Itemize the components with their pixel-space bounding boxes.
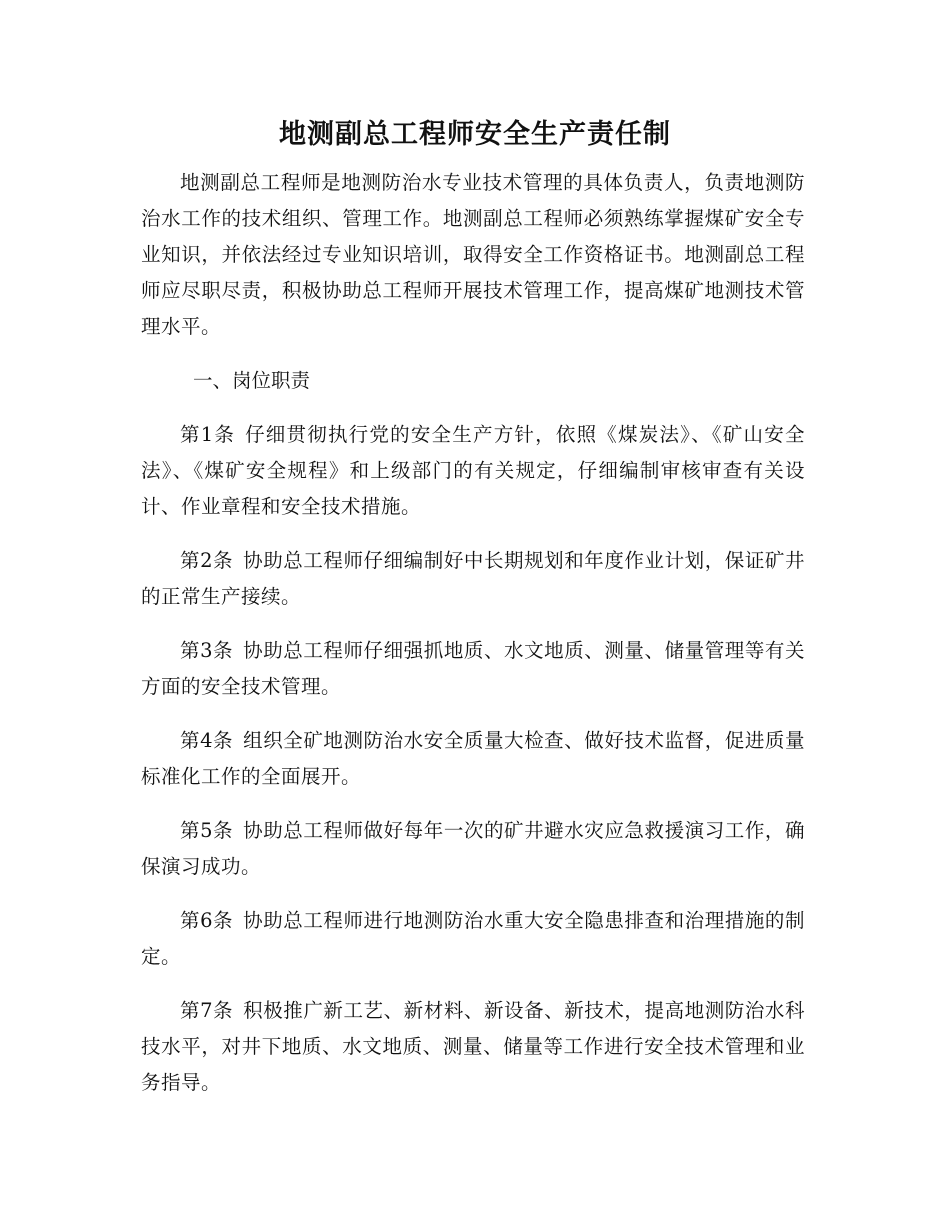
article-number: 第2条 bbox=[180, 549, 234, 572]
article-text: 协助总工程师做好每年一次的矿井避水灾应急救援演习工作，确保演习成功。 bbox=[141, 819, 805, 878]
article-number: 第6条 bbox=[180, 909, 234, 932]
article-text: 组织全矿地测防治水安全质量大检查、做好技术监督，促进质量标准化工作的全面展开。 bbox=[141, 729, 805, 788]
article-text: 积极推广新工艺、新材料、新设备、新技术，提高地测防治水科技水平，对井下地质、水文地质、测量、储量等工作进行安全技术管理和业务指导。 bbox=[141, 999, 805, 1094]
article-2 bbox=[141, 543, 805, 615]
article-text: 协助总工程师仔细强抓地质、水文地质、测量、储量管理等有关方面的安全技术管理。 bbox=[141, 639, 805, 698]
article-5 bbox=[141, 813, 805, 885]
article-text: 仔细贯彻执行党的安全生产方针，依照《煤炭法》、《矿山安全法》、《煤矿安全规程》和上级部门的有关规定，仔细编制审核审查有关设计、作业章程和安全技术措施。 bbox=[141, 423, 805, 518]
article-number: 第1条 bbox=[180, 423, 236, 446]
article-number: 第7条 bbox=[180, 999, 234, 1022]
document-body bbox=[141, 165, 805, 1119]
article-number: 第5条 bbox=[180, 819, 234, 842]
article-number: 第4条 bbox=[180, 729, 234, 752]
article-3 bbox=[141, 633, 805, 705]
section-heading: 一、岗位职责 bbox=[193, 369, 311, 392]
intro-paragraph: 地测副总工程师是地测防治水专业技术管理的具体负责人，负责地测防治水工作的技术组织、管理工作。地测副总工程师必须熟练掌握煤矿安全专业知识，并依法经过专业知识培训，取得安全工作资格证书。地测副总工程师应尽职尽责，积极协助总工程师开展技术管理工作，提高煤矿地测技术管理水平。 bbox=[141, 171, 805, 338]
article-text: 协助总工程师仔细编制好中长期规划和年度作业计划，保证矿井的正常生产接续。 bbox=[141, 549, 805, 608]
article-1 bbox=[141, 417, 805, 525]
article-4 bbox=[141, 723, 805, 795]
article-7 bbox=[141, 993, 805, 1101]
article-text: 协助总工程师进行地测防治水重大安全隐患排查和治理措施的制定。 bbox=[141, 909, 805, 968]
article-number: 第3条 bbox=[180, 639, 234, 662]
document-title: 地测副总工程师安全生产责任制 bbox=[279, 119, 671, 150]
article-6 bbox=[141, 903, 805, 975]
